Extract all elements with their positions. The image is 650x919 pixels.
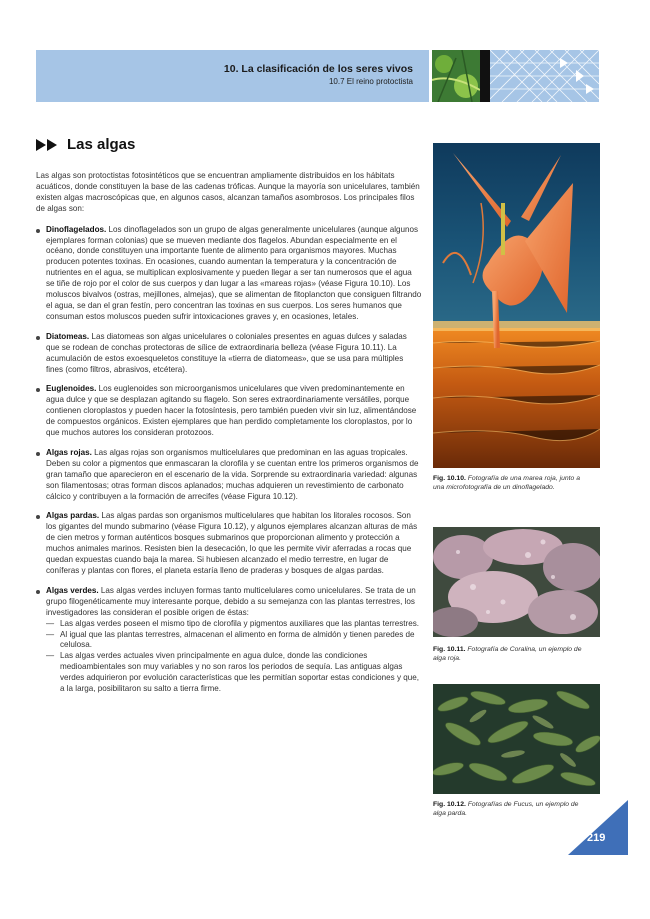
caption-label: Fig. 10.12. [433, 801, 466, 808]
header-divider [480, 50, 490, 102]
list-item [36, 586, 422, 695]
red-tide-photo [433, 143, 600, 468]
dash-item: — Al igual que las plantas terrestres, almacenan el alimento en forma de almidón y tienen paredes de celulosa. [46, 630, 422, 652]
list-item-term: Euglenoides. [46, 384, 97, 394]
section-title [36, 136, 135, 153]
green-algae-dash-list [46, 619, 422, 695]
chapter-title: 10. La clasificación de los seres vivos [223, 63, 413, 75]
algae-phyla-list [36, 225, 422, 695]
list-item-term: Algas verdes. [46, 585, 99, 595]
list-item-term: Diatomeas. [46, 331, 90, 341]
list-item [36, 225, 422, 323]
list-item-text: Las algas pardas son organismos multicelulares que habitan los litorales rocosos. Son los gigantes del mundo submarino (véase Figura 10.12), y algunos ejemplares alcanzan alturas de más de cien metros y forman auténticos bosques submarinos que proporcionan alimento y protección a muchos animales marinos. Resisten bien la desecación, lo que les permite vivir aferradas a rocas que quedan expuestas cuando baja la marea. Si hubiesen alcanzado el medio terrestre, en lugar de coníferas y plantas con flores, el planeta estaría lleno de praderas y bosques de algas pardas. [46, 511, 418, 575]
page-number: 219 [587, 832, 606, 844]
list-item-term: Dinoflagelados. [46, 224, 107, 234]
caption-label: Fig. 10.11. [433, 646, 466, 653]
list-item [36, 332, 422, 376]
coralline-photo [433, 527, 600, 637]
figure-caption-10-10 [433, 474, 593, 492]
fucus-photo [433, 684, 600, 794]
section-title-text: Las algas [67, 136, 136, 153]
list-item [36, 448, 422, 503]
list-item-text: Las algas rojas son organismos multicelulares que predominan en las aguas tropicales. Deben su color a pigmentos que enmascaran la clorofila y se cuentan entre los primeros organismos de gran tamaño que aparecieron en el escenario de la vida. Sorprende su extraordinaria variedad: algunas son filamentosas; otras forman discos aplanados; muchas adquieren un revestimiento de carbonato cálcico y contribuyen a la formación de arrecifes (véase Figura 10.12). [46, 447, 419, 501]
figure-caption-10-11 [433, 645, 593, 663]
double-arrow-icon [36, 139, 57, 151]
list-item [36, 511, 422, 576]
list-item-text: Los euglenoides son microorganismos unicelulares que viven predominantemente en agua dulce y que se desplazan agitando su flagelo. Son seres extraordinariamente versátiles, porque contienen cloroplastos y pueden hacer la fotosíntesis, pero también pueden vivir sin luz, alimentándose de compuestos orgánicos. Existen ejemplares que han perdido completamente los cloroplastos, por lo que muchos autores los consideran protozoos. [46, 384, 417, 438]
list-item-text: Los dinoflagelados son un grupo de algas generalmente unicelulares (aunque algunos ejemplares forman colonias) que se mueven mediante dos flagelos. Abundan especialmente en el océano, donde constituyen una importante fuente de alimento para organismos mayores. Muchas producen potentes toxinas. En ocasiones, cuando aumentan la temperatura y la concentración de nutrientes en el agua, se multiplican explosivamente y pueden llegar a ser tan numerosos que el agua se tiñe de rojo por el color de sus cuerpos y dan lugar a las «mareas rojas» (véase Figura 10.10). Los moluscos bivalvos (ostras, mejillones, almejas), que se alimentan de fitoplancton que consiguen filtrando el agua, se dan el gran festín, pero concentran las toxinas en sus cuerpos. Los seres humanos que consuman estos moluscos pueden sufrir intoxicaciones graves y, en ocasiones, letales. [46, 224, 422, 321]
chapter-subtitle: 10.7 El reino protoctista [328, 77, 413, 86]
list-item [36, 384, 422, 439]
header-thumbnail-image [432, 50, 480, 102]
caption-text: Fotografías de Fucus, un ejemplo de alga parda. [433, 801, 579, 817]
caption-text: Fotografía de una marea roja, junto a una microfotografía de un dinoflagelado. [433, 475, 580, 491]
header-pattern [490, 50, 599, 102]
list-item-term: Algas rojas. [46, 447, 92, 457]
page-corner-triangle [568, 800, 628, 855]
caption-text: Fotografía de Coralina, un ejemplo de alga roja. [433, 646, 582, 662]
chapter-header [36, 50, 429, 102]
dash-item: — Las algas verdes actuales viven principalmente en agua dulce, donde las condiciones medioambientales son muy variables y no son raros los periodos de sequía. Las antiguas algas verdes adquirieron por evolución características que les permitían soportar estas condiciones y que, a la larga, posibilitaron su salto a tierra firme. [46, 651, 422, 695]
caption-label: Fig. 10.10. [433, 475, 466, 482]
dash-item: — Las algas verdes poseen el mismo tipo de clorofila y pigmentos auxiliares que las plantas terrestres. [46, 619, 422, 630]
intro-paragraph: Las algas son protoctistas fotosintéticos que se encuentran ampliamente distribuidos en los hábitats acuáticos, donde constituyen la base de las cadenas tróficas. Aunque la mayoría son unicelulares, también existen algas macroscópicas que, en algunos casos, alcanzan tamaños asombrosos. Los principales filos de algas son: [36, 171, 420, 213]
main-text [36, 171, 422, 704]
list-item-text: Las algas verdes incluyen formas tanto multicelulares como unicelulares. Se trata de un grupo filogenéticamente muy interesante porque, debido a su semejanza con las plantas terrestres, los investigadores las consideran el posible origen de éstas: [46, 585, 416, 617]
list-item-term: Algas pardas. [46, 511, 100, 521]
list-item-text: Las diatomeas son algas unicelulares o coloniales presentes en aguas dulces y saladas que se rodean de conchas protectoras de sílice de extraordinaria belleza (véase Figura 10.11). La acumulación de estos exoesqueletos constituye la «tierra de diatomeas», que se usa para múltiples fines (como filtros, abrasivos, etcétera). [46, 331, 407, 374]
